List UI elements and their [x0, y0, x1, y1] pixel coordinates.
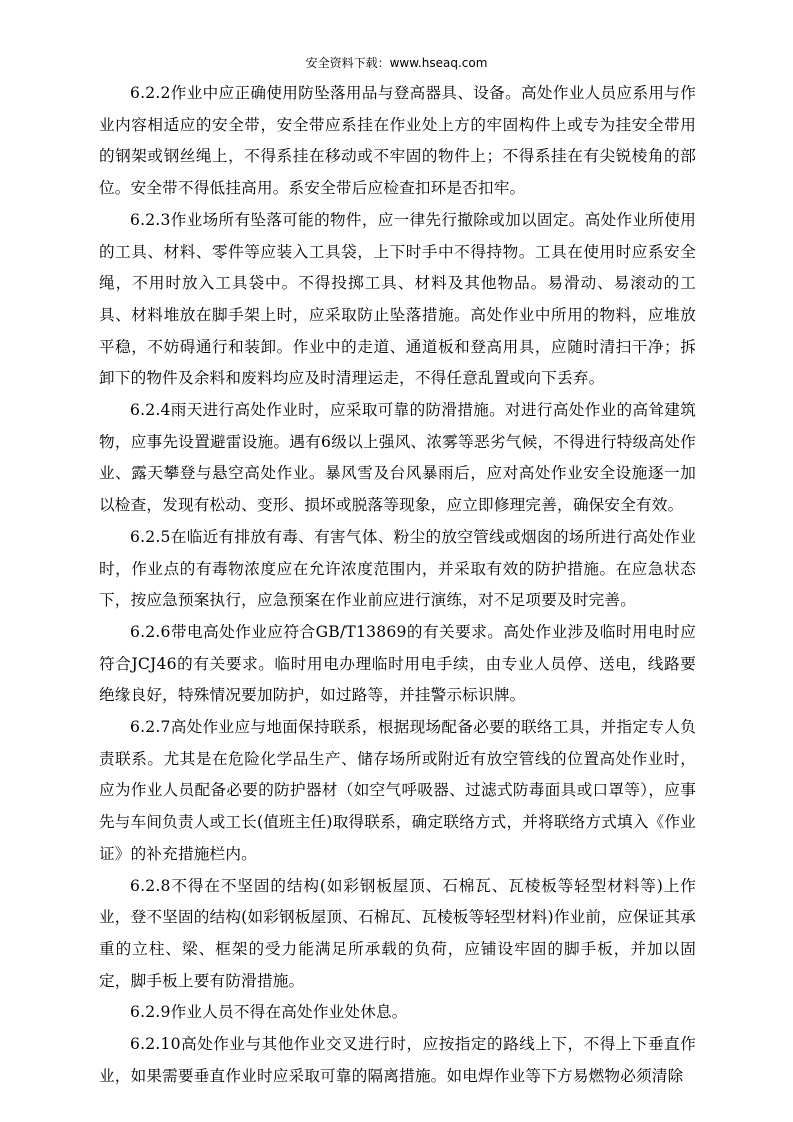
page-header: 安全资料下载：www.hseaq.com [305, 56, 488, 70]
paragraph-6-2-6: 6.2.6带电高处作业应符合GB/T13869的有关要求。高处作业涉及临时用电时应符合JCJ46的有关要求。临时用电办理临时用电手续，由专业人员停、送电，线路要绝缘良好，特殊情况要加防护，如过路等，并挂警示标识牌。 [99, 622, 696, 705]
paragraph-6-2-5: 6.2.5在临近有排放有毒、有害气体、粉尘的放空管线或烟囱的场所进行高处作业时，作业点的有毒物浓度应在允许浓度范围内，并采取有效的防护措施。在应急状态下，按应急预案执行，应急预案在作业前应进行演练，对不足项要及时完善。 [99, 527, 696, 610]
paragraph-6-2-9: 6.2.9作业人员不得在高处作业处休息。 [130, 1003, 408, 1022]
paragraph-6-2-8: 6.2.8不得在不坚固的结构(如彩钢板屋顶、石棉瓦、瓦棱板等轻型材料等)上作业，登不坚固的结构(如彩钢板屋顶、石棉瓦、瓦棱板等轻型材料)作业前，应保证其承重的立柱、梁、框架的受力能满足所承载的负荷，应铺设牢固的脚手板，并加以固定，脚手板上要有防滑措施。 [99, 876, 696, 990]
paragraph-6-2-3: 6.2.3作业场所有坠落可能的物件，应一律先行撤除或加以固定。高处作业所使用的工具、材料、零件等应装入工具袋，上下时手中不得持物。工具在使用时应系安全绳，不用时放入工具袋中。不得投掷工具、材料及其他物品。易滑动、易滚动的工具、材料堆放在脚手架上时，应采取防止坠落措施。高处作业中所用的物料，应堆放平稳，不妨碍通行和装卸。作业中的走道、通道板和登高用具，应随时清扫干净；拆卸下的物件及余料和废料均应及时清理运走，不得任意乱置或向下丢弃。 [99, 210, 696, 388]
document-body [99, 78, 696, 1093]
paragraph-6-2-2: 6.2.2作业中应正确使用防坠落用品与登高器具、设备。高处作业人员应系用与作业内容相适应的安全带，安全带应系挂在作业处上方的牢固构件上或专为挂安全带用的钢架或钢丝绳上，不得系挂在移动或不牢固的物件上；不得系挂在有尖锐棱角的部位。安全带不得低挂高用。系安全带后应检查扣环是否扣牢。 [99, 84, 696, 198]
paragraph-6-2-7: 6.2.7高处作业应与地面保持联系，根据现场配备必要的联络工具，并指定专人负责联系。尤其是在危险化学品生产、储存场所或附近有放空管线的位置高处作业时，应为作业人员配备必要的防护器材（如空气呼吸器、过滤式防毒面具或口罩等），应事先与车间负责人或工长(值班主任)取得联系，确定联络方式，并将联络方式填入《作业证》的补充措施栏内。 [99, 718, 696, 863]
paragraph-6-2-4: 6.2.4雨天进行高处作业时，应采取可靠的防滑措施。对进行高处作业的高耸建筑物，应事先设置避雷设施。遇有6级以上强风、浓雾等恶劣气候，不得进行特级高处作业、露天攀登与悬空高处作业。暴风雪及台风暴雨后，应对高处作业安全设施逐一加以检查，发现有松动、变形、损坏或脱落等现象，应立即修理完善，确保安全有效。 [99, 401, 696, 515]
paragraph-6-2-10: 6.2.10高处作业与其他作业交叉进行时，应按指定的路线上下，不得上下垂直作业，如果需要垂直作业时应采取可靠的隔离措施。如电焊作业等下方易燃物必须清除 [99, 1035, 696, 1085]
